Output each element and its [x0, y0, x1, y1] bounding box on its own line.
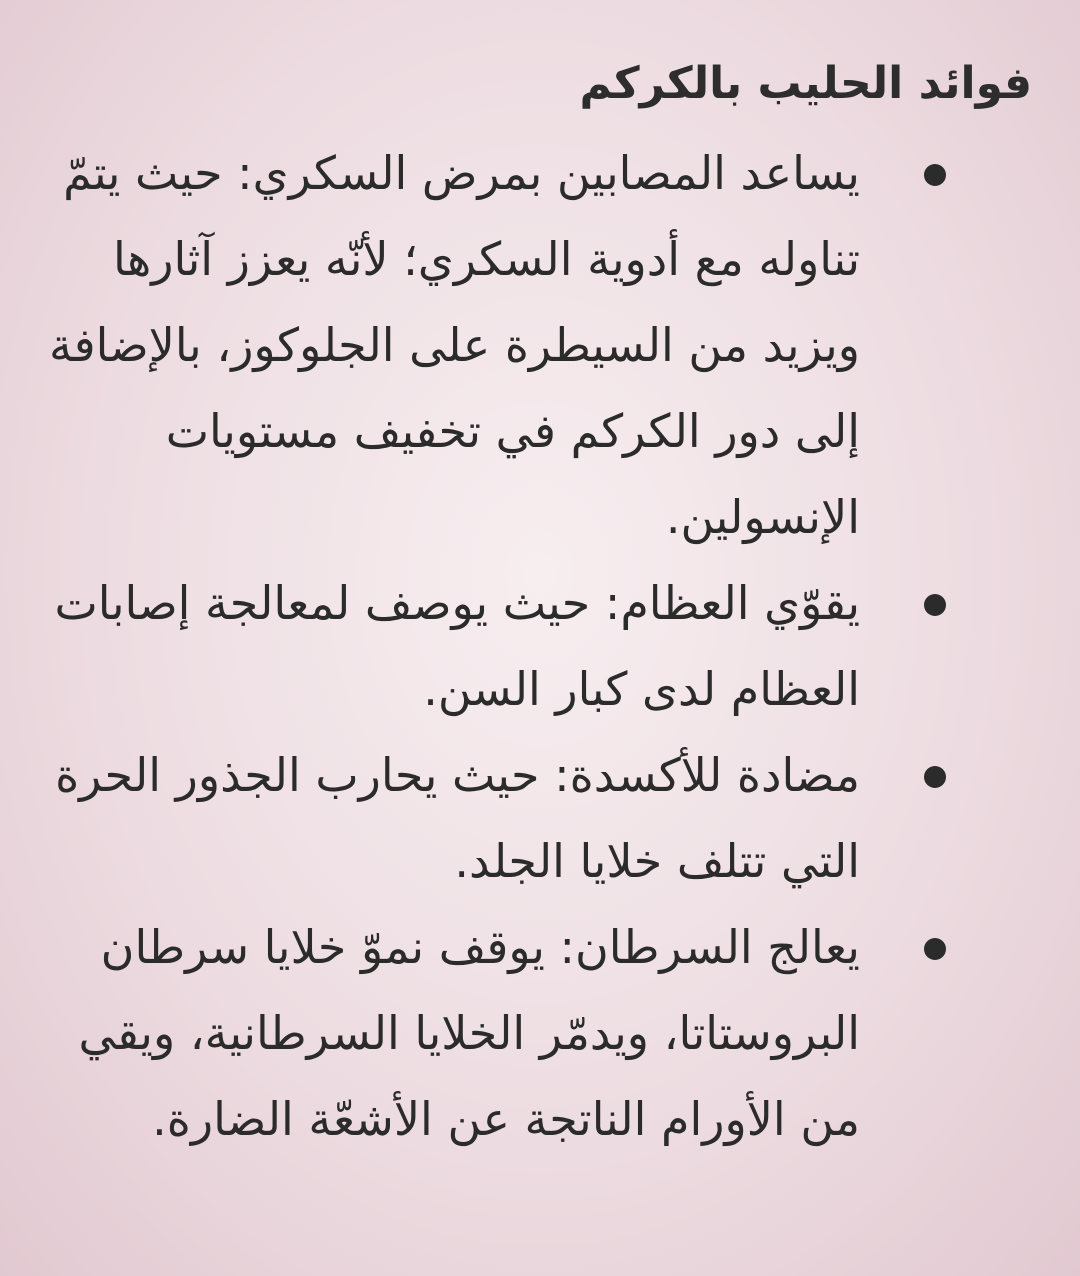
- benefits-list: [48, 130, 1032, 1162]
- benefit-diabetes: [48, 130, 1032, 560]
- benefit-text: يساعد المصابين بمرض السكري: حيث يتمّ تناوله مع أدوية السكري؛ لأنّه يعزز آثارها ويزيد من السيطرة على الجلوكوز، بالإضافة إلى دور الكركم في تخفيف مستويات الإنسولين.: [48, 146, 860, 544]
- article-title: فوائد الحليب بالكركم: [579, 58, 1032, 109]
- benefit-bones: [48, 560, 1032, 732]
- benefit-text: مضادة للأكسدة: حيث يحارب الجذور الحرة التي تتلف خلايا الجلد.: [55, 748, 860, 888]
- benefit-text: يعالج السرطان: يوقف نموّ خلايا سرطان البروستاتا، ويدمّر الخلايا السرطانية، ويقي من الأورام الناتجة عن الأشعّة الضارة.: [78, 920, 860, 1146]
- bullet-icon: [924, 164, 946, 186]
- benefit-cancer: [48, 904, 1032, 1162]
- bullet-icon: [924, 938, 946, 960]
- benefit-text: يقوّي العظام: حيث يوصف لمعالجة إصابات العظام لدى كبار السن.: [54, 576, 860, 716]
- benefit-antioxidant: [48, 732, 1032, 904]
- bullet-icon: [924, 594, 946, 616]
- bullet-icon: [924, 766, 946, 788]
